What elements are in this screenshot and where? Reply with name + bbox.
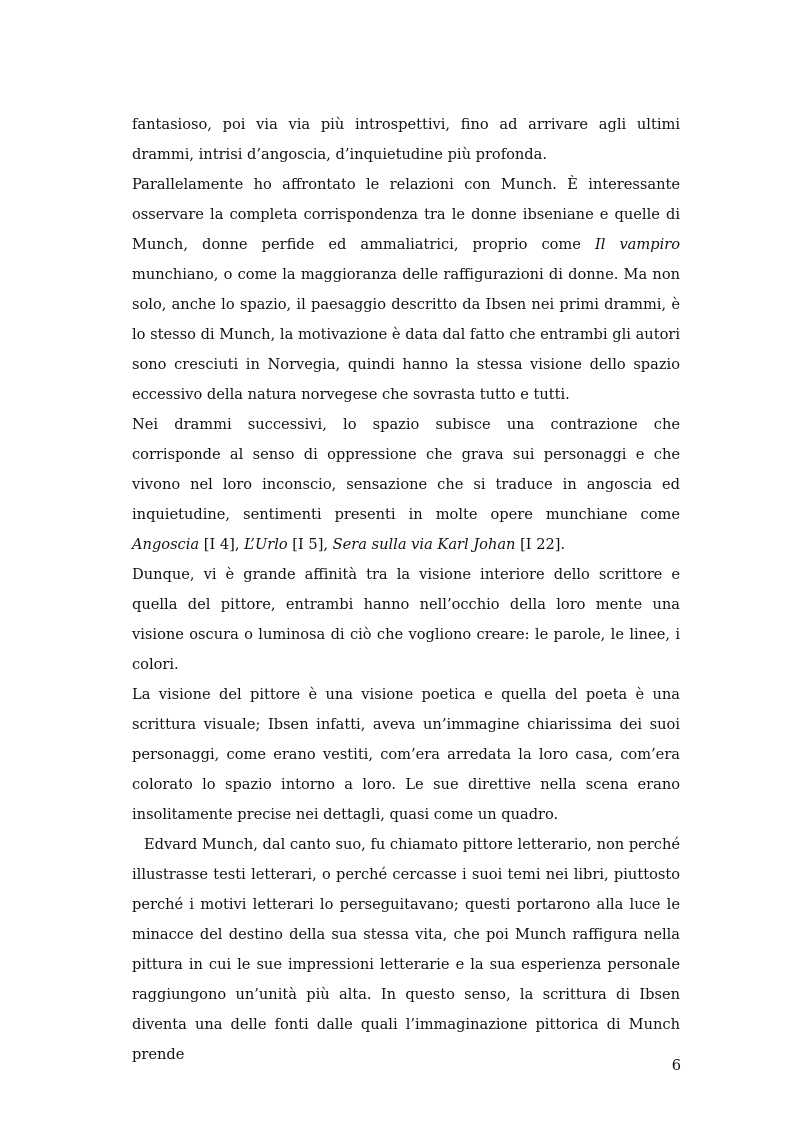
page-number: 6	[671, 1057, 681, 1074]
paragraph-4-text: Dunque, vi è grande affinità tra la visione interiore dello scrittore e quella del pittore, entrambi hanno nell’occhio della loro mente una visione oscura o luminosa di ciò che vogliono creare: le parole, le linee, i colori.	[132, 566, 680, 673]
paragraph-3-text-a: Nei drammi successivi, lo spazio subisce una contrazione che corrisponde al senso di oppressione che grava sui personaggi e che vivono nel loro inconscio, sensazione che si traduce in angoscia ed inquietudine, sentimenti presenti in molte opere munchiane come	[132, 416, 680, 523]
paragraph-2-text-b: munchiano, o come la maggioranza delle raffigurazioni di donne. Ma non solo, anche lo spazio, il paesaggio descritto da Ibsen nei primi drammi, è lo stesso di Munch, la motivazione è data dal fatto che entrambi gli autori sono cresciuti in Norvegia, quindi hanno la stessa visione dello spazio eccessivo della natura norvegese che sovrasta tutto e tutti.	[132, 266, 680, 403]
paragraph-2-text-a: Parallelamente ho affrontato le relazioni con Munch. È interessante osservare la completa corrispondenza tra le donne ibseniane e quelle di Munch, donne perfide ed ammaliatrici, proprio come	[132, 176, 680, 253]
paragraph-3	[132, 410, 680, 560]
body-text	[132, 110, 680, 1070]
figure-ref-2: [I 5],	[287, 536, 333, 553]
paragraph-1-text: fantasioso, poi via via più introspettivi, fino ad arrivare agli ultimi drammi, intrisi d’angoscia, d’inquietudine più profonda.	[132, 116, 680, 163]
paragraph-2	[132, 170, 680, 410]
paragraph-1	[132, 110, 680, 170]
figure-ref-3: [I 22].	[515, 536, 566, 553]
paragraph-6	[132, 830, 680, 1070]
paragraph-6-text: Edvard Munch, dal canto suo, fu chiamato pittore letterario, non perché illustrasse testi letterari, o perché cercasse i suoi temi nei libri, piuttosto perché i motivi letterari lo perseguitavano; questi portarono alla luce le minacce del destino della sua stessa vita, che poi Munch raffigura nella pittura in cui le sue impressioni letterarie e la sua esperienza personale raggiungono un’unità più alta. In questo senso, la scrittura di Ibsen diventa una delle fonti dalle quali l’immaginazione pittorica di Munch prende	[132, 836, 680, 1063]
artwork-title-il-vampiro: Il vampiro	[594, 236, 680, 253]
paragraph-4	[132, 560, 680, 680]
paragraph-5-text: La visione del pittore è una visione poetica e quella del poeta è una scrittura visuale; Ibsen infatti, aveva un’immagine chiarissima dei suoi personaggi, come erano vestiti, com’era arredata la loro casa, com’era colorato lo spazio intorno a loro. Le sue direttive nella scena erano insolitamente precise nei dettagli, quasi come un quadro.	[132, 686, 680, 823]
artwork-title-urlo: L’Urlo	[244, 536, 288, 553]
paragraph-5	[132, 680, 680, 830]
artwork-title-sera-karl-johan: Sera sulla via Karl Johan	[332, 536, 516, 553]
artwork-title-angoscia: Angoscia	[132, 536, 200, 553]
figure-ref-1: [I 4],	[199, 536, 245, 553]
